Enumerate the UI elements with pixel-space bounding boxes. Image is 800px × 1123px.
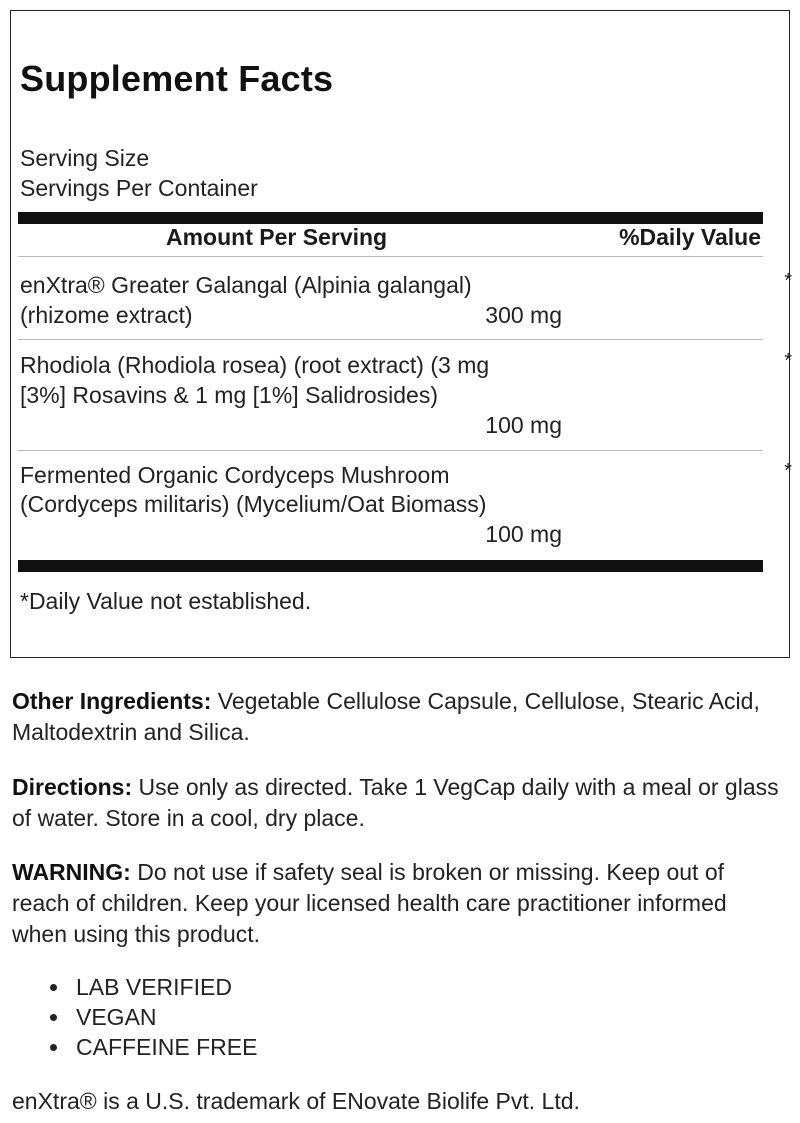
list-item bbox=[76, 1002, 257, 1032]
list-item bbox=[76, 972, 257, 1002]
daily-value-header: %Daily Value bbox=[619, 224, 761, 250]
ingredient-name: Rhodiola (Rhodiola rosea) (root extract) (3 mg bbox=[20, 352, 490, 378]
directions-label: Directions: bbox=[12, 774, 133, 800]
bullet-icon bbox=[50, 1044, 57, 1051]
badge-label: VEGAN bbox=[76, 1004, 157, 1030]
directions-text: Use only as directed. Take 1 VegCap daily with a meal or glass of water. Store in a cool, dry place. bbox=[12, 774, 779, 831]
ingredient-amount: 300 mg bbox=[485, 302, 562, 328]
other-ingredients-text: Vegetable Cellulose Capsule, Cellulose, Stearic Acid, Maltodextrin and Silica. bbox=[12, 688, 760, 745]
ingredient-amount: 100 mg bbox=[485, 521, 562, 547]
row-divider bbox=[18, 339, 763, 340]
bullet-icon bbox=[50, 1014, 57, 1021]
row-divider bbox=[18, 450, 763, 451]
header-divider bbox=[18, 256, 763, 257]
other-ingredients bbox=[12, 686, 782, 748]
ingredient-detail: (Cordyceps militaris) (Mycelium/Oat Biomass) bbox=[20, 491, 487, 517]
daily-value-footnote: *Daily Value not established. bbox=[20, 588, 312, 614]
facts-header-row bbox=[18, 214, 763, 254]
badge-list bbox=[0, 972, 257, 1062]
serving-size-label: Serving Size bbox=[20, 145, 150, 171]
warning bbox=[12, 857, 782, 950]
facts-title: Supplement Facts bbox=[20, 58, 334, 99]
ingredient-dv: * bbox=[784, 350, 792, 372]
ingredient-name: enXtra® Greater Galangal (Alpinia galangal) bbox=[20, 272, 472, 298]
ingredient-detail: (rhizome extract) bbox=[20, 302, 193, 328]
directions bbox=[12, 772, 782, 834]
ingredient-dv: * bbox=[784, 460, 792, 482]
ingredient-name: Fermented Organic Cordyceps Mushroom bbox=[20, 462, 450, 488]
ingredient-detail: [3%] Rosavins & 1 mg [1%] Salidrosides) bbox=[20, 382, 439, 408]
trademark-notice: enXtra® is a U.S. trademark of ENovate Biolife Pvt. Ltd. bbox=[12, 1088, 580, 1114]
ingredient-amount: 100 mg bbox=[485, 412, 562, 438]
warning-label: WARNING: bbox=[12, 859, 131, 885]
amount-per-serving-header: Amount Per Serving bbox=[166, 224, 388, 250]
other-ingredients-label: Other Ingredients: bbox=[12, 688, 212, 714]
bullet-icon bbox=[50, 984, 57, 991]
bottom-thick-divider bbox=[18, 560, 763, 572]
ingredient-dv: * bbox=[784, 270, 792, 292]
servings-per-container-label: Servings Per Container bbox=[20, 175, 258, 201]
badge-label: LAB VERIFIED bbox=[76, 974, 232, 1000]
warning-text: Do not use if safety seal is broken or missing. Keep out of reach of children. Keep your licensed health care practitioner informed when using this product. bbox=[12, 859, 727, 947]
badge-label: CAFFEINE FREE bbox=[76, 1034, 258, 1060]
list-item bbox=[76, 1032, 257, 1062]
